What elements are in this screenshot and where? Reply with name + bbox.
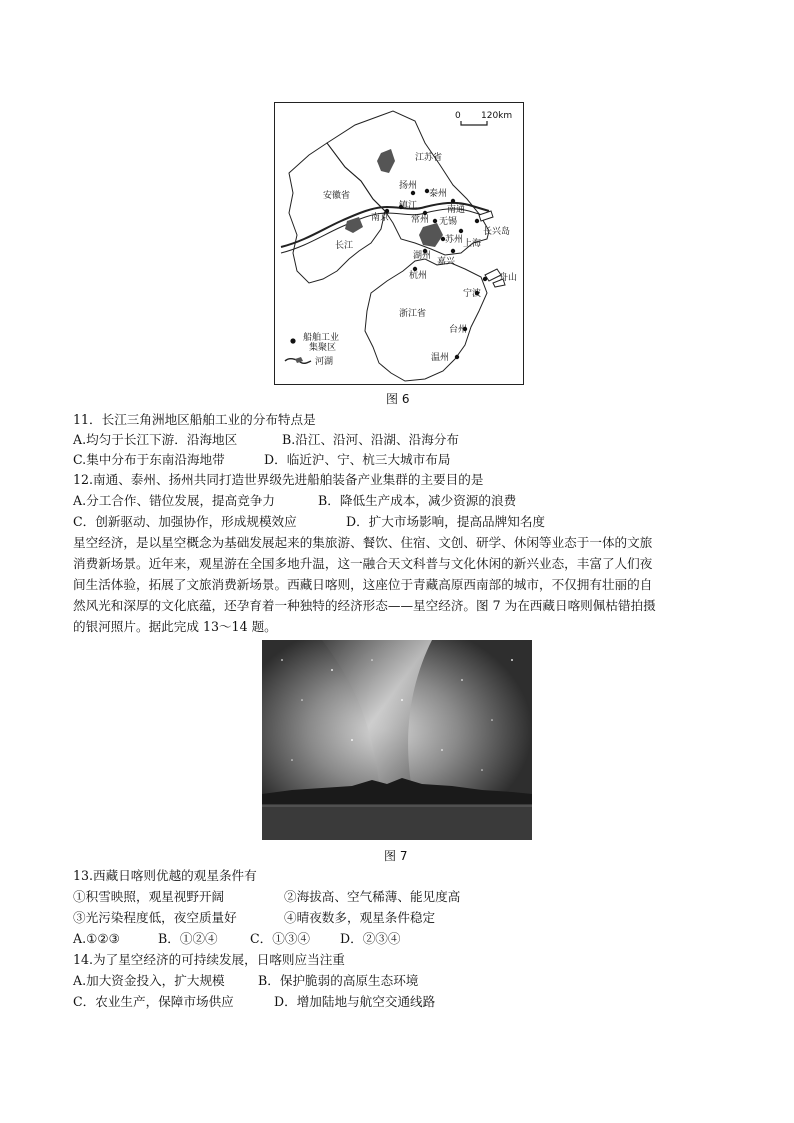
label-yangzhou: 扬州 — [399, 181, 418, 191]
q13-option-d: D．②③④ — [340, 931, 401, 946]
legend-ship-symbol — [290, 338, 295, 343]
scale-distance: 120km — [481, 111, 513, 121]
passage-line-3: 间生活体验，拓展了文旅消费新场景。西藏日喀则，这座位于青藏高原西南部的城市，不仅拥有壮丽的自 — [73, 577, 653, 592]
q14-option-b: B．保护脆弱的高原生态环境 — [258, 973, 419, 988]
passage-line-5: 的银河照片。据此完成 13～14 题。 — [73, 619, 277, 634]
label-ningbo: 宁波 — [463, 289, 482, 299]
q11-option-a: A.均匀于长江下游．沿海地区 — [73, 432, 238, 447]
q13-statement-1: ①积雪映照，观星视野开阔 — [73, 889, 225, 904]
q12-option-a: A.分工合作、错位发展，提高竞争力 — [73, 493, 276, 508]
yangtze-delta-map — [274, 102, 524, 385]
label-suzhou: 苏州 — [445, 235, 464, 245]
scale-zero: 0 — [455, 111, 461, 121]
passage-line-2: 消费新场景。近年来，观星游在全国多地升温，这一融合天文科普与文化休闲的新兴业态，丰富了人们夜 — [73, 556, 653, 571]
q14-option-a: A.加大资金投入，扩大规模 — [73, 973, 225, 988]
label-changzhou: 常州 — [411, 215, 430, 225]
passage-line-4: 然风光和深厚的文化底蕴，还孕育着一种独特的经济形态——星空经济。图 7 为在西藏日喀则佩枯错拍摄 — [73, 598, 656, 613]
q12-option-b: B．降低生产成本，减少资源的浪费 — [318, 493, 517, 508]
q12-stem: 12.南通、泰州、扬州共同打造世界级先进船舶装备产业集群的主要目的是 — [73, 472, 484, 487]
legend-ship-label-2: 集聚区 — [309, 343, 337, 353]
q13-statement-2: ②海拔高、空气稀薄、能见度高 — [284, 889, 461, 904]
label-wuxi: 无锡 — [439, 217, 458, 227]
label-taizhou: 泰州 — [429, 189, 448, 199]
label-huzhou: 湖州 — [413, 251, 432, 261]
q13-option-c: C．①③④ — [250, 931, 311, 946]
q11-option-c: C.集中分布于东南沿海地带 — [73, 452, 225, 467]
q13-stem: 13.西藏日喀则优越的观星条件有 — [73, 868, 257, 883]
scale-bar — [461, 121, 487, 125]
figure7-caption: 图 7 — [384, 849, 408, 863]
passage-line-1: 星空经济，是以星空概念为基础发展起来的集旅游、餐饮、住宿、文创、研学、休闲等业态于一体的文旅 — [73, 535, 653, 550]
label-taizhou-zhejiang: 台州 — [449, 325, 468, 335]
label-zhejiang: 浙江省 — [399, 309, 427, 319]
label-jiaxing: 嘉兴 — [437, 257, 456, 267]
label-shanghai: 上海 — [463, 239, 482, 249]
label-jiangsu: 江苏省 — [415, 153, 443, 163]
label-zhenjiang: 镇江 — [399, 201, 418, 211]
q14-stem: 14.为了星空经济的可持续发展，日喀则应当注重 — [73, 952, 345, 967]
q13-option-b: B．①②④ — [158, 931, 218, 946]
label-changxing-island: 长兴岛 — [483, 227, 511, 237]
q12-option-c: C．创新驱动、加强协作，形成规模效应 — [73, 514, 297, 529]
milky-way-photo — [262, 640, 532, 840]
q12-option-d: D．扩大市场影响，提高品牌知名度 — [346, 514, 546, 529]
q11-option-d: D．临近沪、宁、杭三大城市布局 — [264, 452, 451, 467]
legend-lake-label: 河湖 — [315, 357, 334, 367]
q14-option-d: D．增加陆地与航空交通线路 — [274, 994, 436, 1009]
figure6-caption: 图 6 — [386, 392, 410, 406]
q11-option-b: B.沿江、沿河、沿湖、沿海分布 — [282, 432, 459, 447]
q13-statement-4: ④晴夜数多，观星条件稳定 — [284, 910, 436, 925]
label-wenzhou: 温州 — [431, 353, 450, 363]
label-changjiang: 长江 — [335, 241, 354, 251]
q14-option-c: C．农业生产，保障市场供应 — [73, 994, 234, 1009]
label-anhui: 安徽省 — [323, 191, 351, 201]
label-nanjing: 南京 — [371, 213, 390, 223]
hongze-lake — [377, 149, 395, 173]
label-hangzhou: 杭州 — [409, 271, 428, 281]
q11-stem: 11．长江三角洲地区船舶工业的分布特点是 — [73, 412, 316, 427]
q13-option-a: A.①②③ — [73, 931, 120, 946]
label-nantong: 南通 — [447, 205, 466, 215]
q13-statement-3: ③光污染程度低，夜空质量好 — [73, 910, 237, 925]
legend-ship-label-1: 船舶工业 — [303, 333, 340, 343]
label-zhoushan: 舟山 — [499, 273, 518, 283]
photo-graphic — [262, 640, 532, 840]
